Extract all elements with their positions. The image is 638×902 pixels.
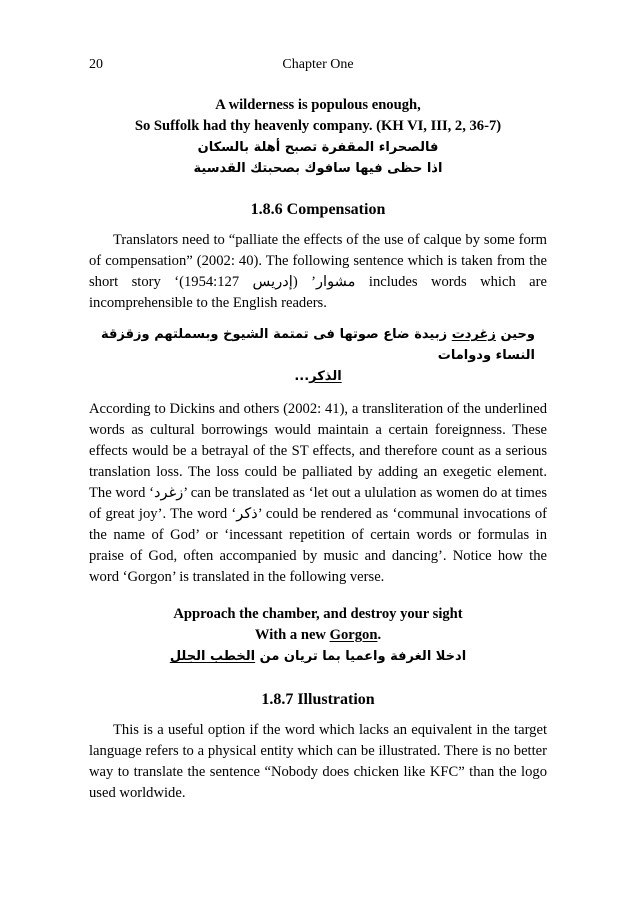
paragraph: According to Dickins and others (2002: 41), a transliteration of the underlined words as cultural borrowings would maintain a certain foreignness. These effects would be a betrayal of the ST effects, and therefore count as a serious translation loss. The loss could be palliated by adding an exegetic element. The word ‘زغرد’ can be translated as ‘let out a ululation as women do at times of great joy’. The word ‘ذكر’ could be rendered as ‘communal invocations of the name of God’ or ‘incessant repetition of certain words or formulas in praise of God, often accompanied by music and dancing’. Notice how the word ‘Gorgon’ is translated in the following verse. [89,401,548,585]
section-heading: 1.8.6 Compensation [250,201,386,218]
arabic-verse-line: اذا حظى فيها سافوك بصحبتك القدسية [193,161,443,176]
paragraph: Translators need to “palliate the effects of the use of calque by some form of compensation” (2002: 40). The following sentence which is taken from the short story ‘مشوار’ (إدريس 1954:127) includes words which are incomprehensible to the English readers. [89,232,547,311]
arabic-verse-line: ادخلا الغرفة واعميا بما تريان من الخطب الجلل [169,649,467,664]
underlined-word: زغردت [451,327,496,342]
section-heading: 1.8.7 Illustration [261,691,375,708]
page-number: 20 [89,57,103,72]
arabic-quote: وحين زغردت زبيدة ضاع صوتها فى تمتمة الشيوخ وبسملتهم وزقزقة النساء ودوامات الذكر... [101,327,535,384]
verse-line: With a new Gorgon. [254,627,382,643]
document-page [89,54,547,804]
page-header [89,54,547,76]
underlined-word: الذكر [309,369,342,384]
underlined-word: الخطب الجلل [169,649,256,664]
arabic-verse-line: فالصحراء المقفرة تصبح أهلة بالسكان [197,140,439,155]
underlined-word: Gorgon [329,627,378,643]
chapter-title: Chapter One [282,57,354,72]
verse-line: So Suffolk had thy heavenly company. (KH VI, III, 2, 36-7) [134,118,502,134]
paragraph: This is a useful option if the word which lacks an equivalent in the target language refers to a physical entity which can be illustrated. There is no better way to translate the sentence “Nobody does chicken like KFC” than the logo used worldwide. [89,722,547,801]
verse-line: Approach the chamber, and destroy your sight [173,606,463,622]
verse-line: A wilderness is populous enough, [215,97,421,113]
